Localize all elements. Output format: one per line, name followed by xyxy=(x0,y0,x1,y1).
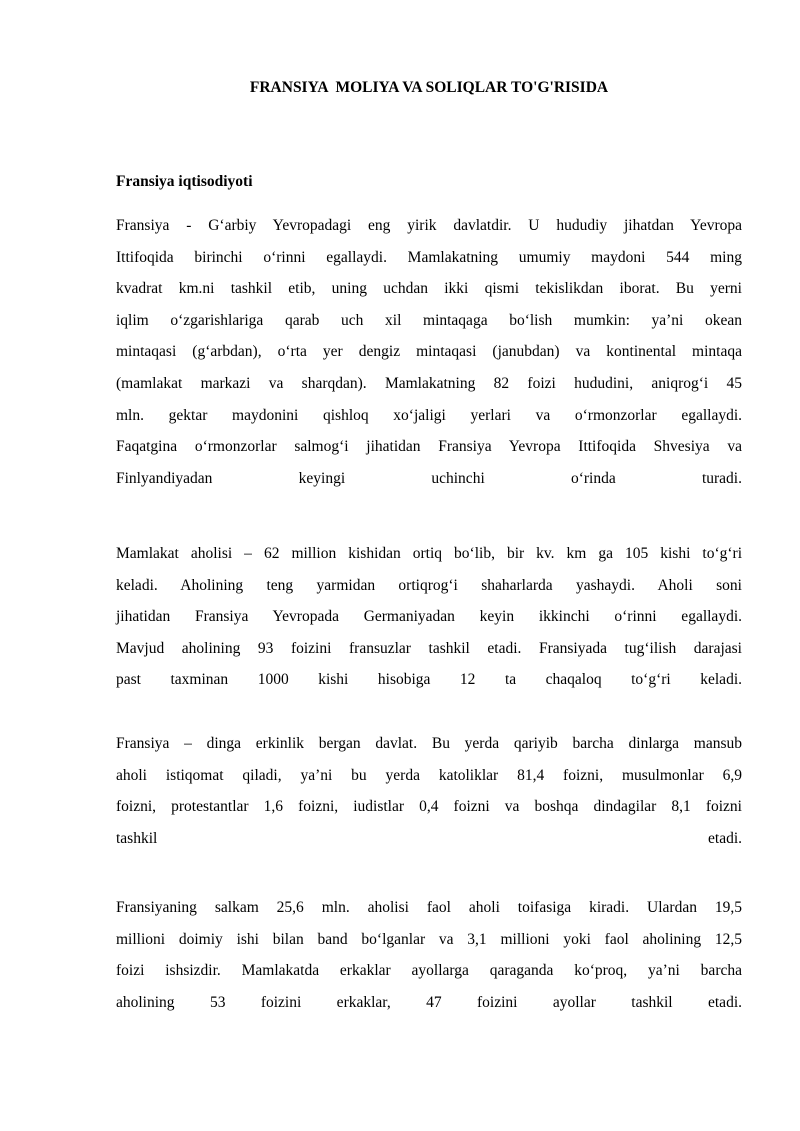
paragraph-population xyxy=(116,538,742,696)
paragraph-line: foizi ishsizdir. Mamlakatda erkaklar ayollarga qaraganda ko‘proq, ya’ni barcha xyxy=(116,962,742,980)
paragraph-line: tashkil etadi. xyxy=(116,829,742,847)
paragraph-line: Faqatgina o‘rmonzorlar salmog‘i jihatidan Fransiya Yevropa Ittifoqida Shvesiya va xyxy=(116,438,742,456)
paragraph-line: iqlim o‘zgarishlariga qarab uch xil mintaqaga bo‘lish mumkin: ya’ni okean xyxy=(116,311,742,329)
paragraph-line: Fransiya – dinga erkinlik bergan davlat. Bu yerda qariyib barcha dinlarga mansub xyxy=(116,735,742,752)
paragraph-line: Ittifoqida birinchi o‘rinni egallaydi. Mamlakatning umumiy maydoni 544 ming xyxy=(116,248,742,266)
paragraph-line: Finlyandiyadan keyingi uchinchi o‘rinda turadi. xyxy=(116,469,742,487)
paragraph-religion xyxy=(116,728,742,854)
paragraph-line: aholining 53 foizini erkaklar, 47 foizini ayollar tashkil etadi. xyxy=(116,993,742,1011)
paragraph-line: foizni, protestantlar 1,6 foizni, iudistlar 0,4 foizni va boshqa dindagilar 8,1 foizni xyxy=(116,798,742,816)
paragraph-line: Mavjud aholining 93 foizini fransuzlar tashkil etadi. Fransiyada tug‘ilish darajasi xyxy=(116,639,742,657)
paragraph-workforce xyxy=(116,892,742,1018)
paragraph-line: mintaqasi (g‘arbdan), o‘rta yer dengiz mintaqasi (janubdan) va kontinental mintaqa xyxy=(116,343,742,361)
paragraph-line: millioni doimiy ishi bilan band bo‘lganlar va 3,1 millioni yoki faol aholining 12,5 xyxy=(116,930,742,948)
section-heading: Fransiya iqtisodiyoti xyxy=(116,173,253,190)
paragraph-line: kvadrat km.ni tashkil etib, uning uchdan ikki qismi tekislikdan iborat. Bu yerni xyxy=(116,280,742,298)
paragraph-line: (mamlakat markazi va sharqdan). Mamlakatning 82 foizi hududini, aniqrog‘i 45 xyxy=(116,374,742,392)
document-title: FRANSIYA MOLIYA VA SOLIQLAR TO'G'RISIDA xyxy=(249,79,609,96)
paragraph-line: keladi. Aholining teng yarmidan ortiqrog‘i shaharlarda yashaydi. Aholi soni xyxy=(116,576,742,594)
paragraph-line: jihatidan Fransiya Yevropada Germaniyadan keyin ikkinchi o‘rinni egallaydi. xyxy=(116,608,742,626)
paragraph-line: Mamlakat aholisi – 62 million kishidan ortiq bo‘lib, bir kv. km ga 105 kishi to‘g‘ri xyxy=(116,545,742,562)
paragraph-line: Fransiya - G‘arbiy Yevropadagi eng yirik davlatdir. U hududiy jihatdan Yevropa xyxy=(116,217,742,234)
paragraph-line: mln. gektar maydonini qishloq xo‘jaligi yerlari va o‘rmonzorlar egallaydi. xyxy=(116,406,742,424)
paragraph-line: past taxminan 1000 kishi hisobiga 12 ta chaqaloq to‘g‘ri keladi. xyxy=(116,671,742,689)
paragraph-line: Fransiyaning salkam 25,6 mln. aholisi faol aholi toifasiga kiradi. Ulardan 19,5 xyxy=(116,899,742,916)
paragraph-line: aholi istiqomat qiladi, ya’ni bu yerda katoliklar 81,4 foizni, musulmonlar 6,9 xyxy=(116,766,742,784)
paragraph-geography xyxy=(116,210,742,494)
